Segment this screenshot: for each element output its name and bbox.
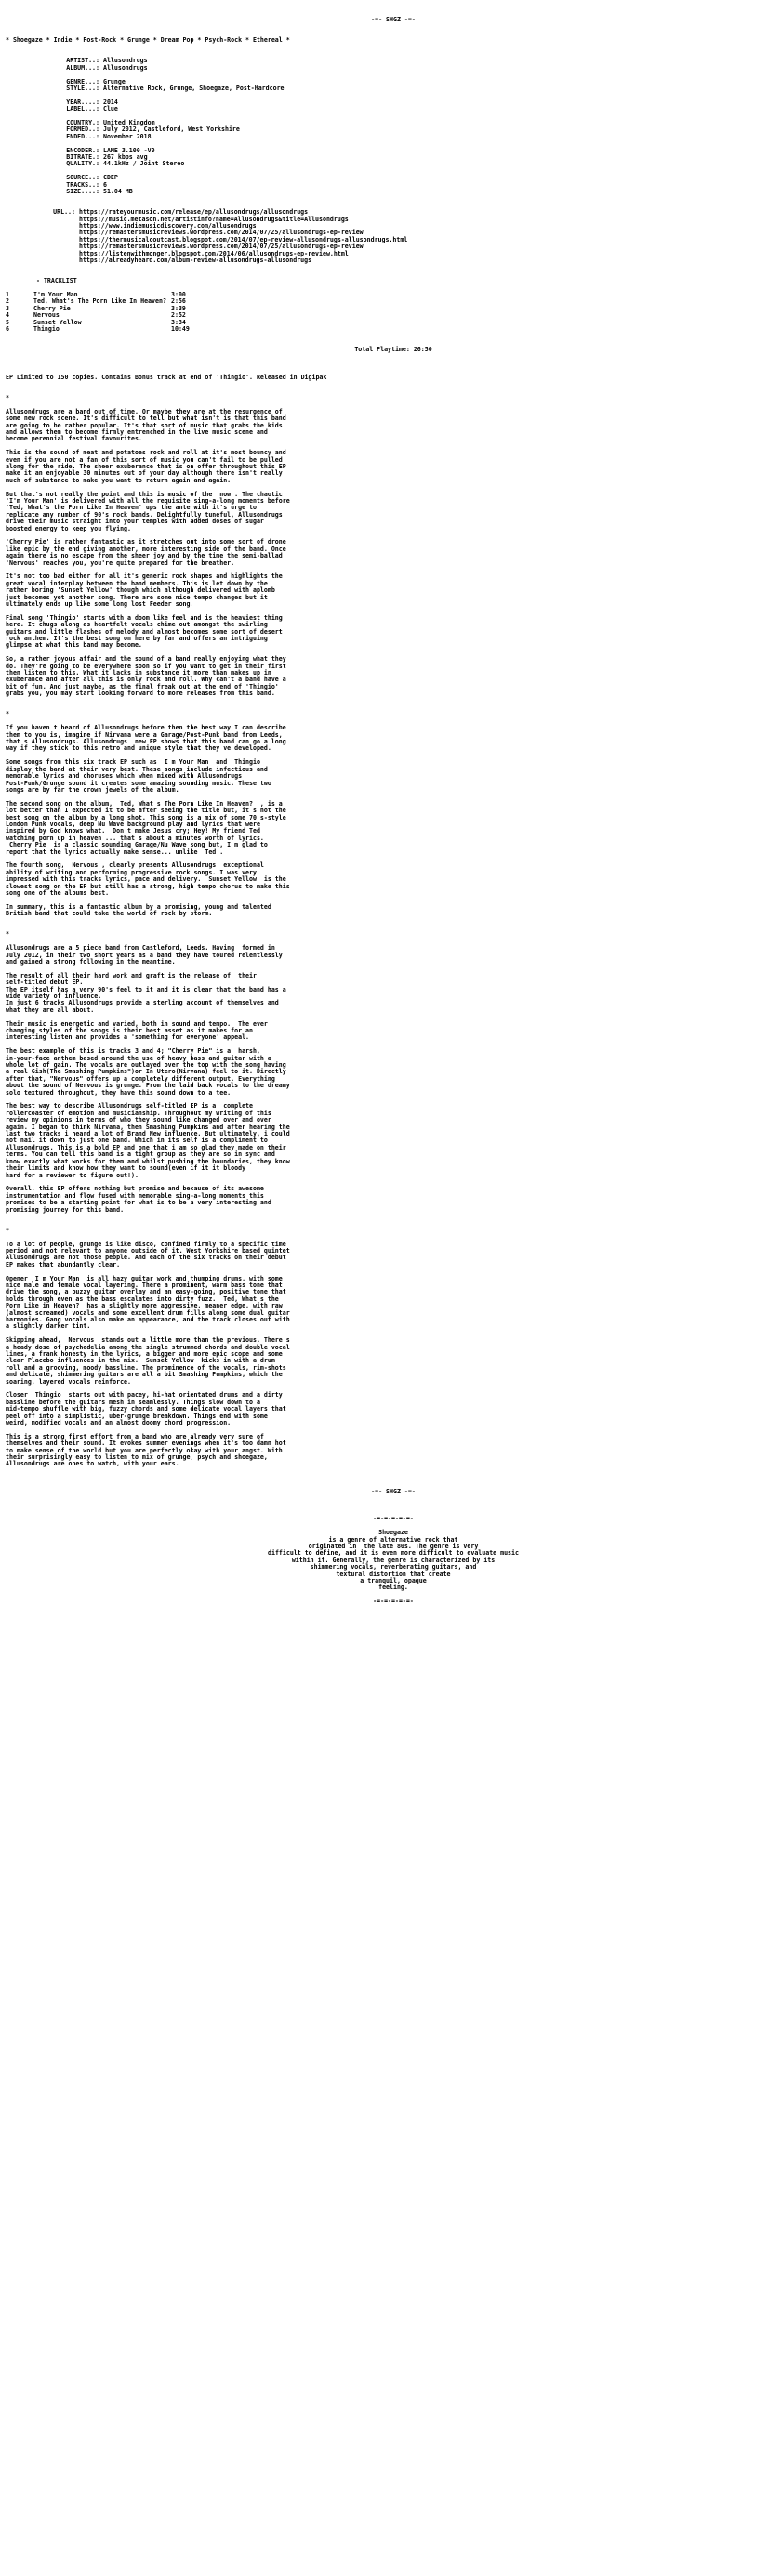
track-number: 2	[6, 297, 9, 306]
url-link[interactable]: https://remastersmusicreviews.wordpress.com/2014/07/25/allusondrugs-ep-review	[78, 229, 364, 237]
meta-key: SIZE....:	[66, 188, 99, 196]
meta-key: LABEL...:	[66, 105, 99, 113]
rule-bottom: -=-=-=-=-=-	[373, 1597, 414, 1606]
meta-row	[36, 189, 781, 195]
url-key: URL..:	[53, 208, 75, 217]
review-paragraph: Allusondrugs are a 5 piece band from Castleford, Leeds. Having formed in July 2012, in their two short years as a band they have toured relentlessly and gained a strong following in the meantime.	[6, 944, 283, 966]
meta-value: 267 kbps avg	[102, 153, 148, 162]
url-list	[6, 209, 781, 264]
tracklist	[6, 292, 781, 333]
meta-key: ARTIST..:	[66, 57, 99, 65]
review-separator: *	[6, 930, 9, 939]
meta-value: CDEP	[102, 174, 118, 182]
genre-tags: * Shoegaze * Indie * Post-Rock * Grunge * Dream Pop * Psych-Rock * Ethereal *	[6, 36, 290, 45]
review-paragraph: The best example of this is tracks 3 and 4; "Cherry Pie" is a harsh, in-your-face anthem based around the use of heavy bass and guitar with a whole lot of gain. The vocals are outlayed over the top with the song having a real Gish(The Smashing Pumpkins")or In Utero(Nirvana) feel to it. Directly after that, "Nervous" offers up a completely different output. Everything about the sound of Nervous is grunge. From the laid back vocals to the dreamy solo textured throughout, they have this sound down to a tee.	[6, 1047, 290, 1097]
review-paragraph: In summary, this is a fantastic album by a promising, young and talented British band that could take the world of rock by storm.	[6, 902, 271, 918]
review-paragraph: The best way to describe Allusondrugs self-titled EP is a complete rollercoaster of emotion and musicianship. Throughout my writing of this review my opinions in terms of who they sound like changed over and over again. I began to think Nirvana, then Smashing Pumpkins and after hearing the last two tracks i heard a lot of Brand New influence. But ultimately, i could not nail it down to just one band. Which in its self is a compliment to Allusondrugs. This is a bold EP and one that i am so glad they made on their terms. You can tell this band is a tight group as they are so in sync and know exactly what works for them and whilst pushing the boundaries, they know their limits and know how they want to sound(even if it it bloody hard for a reviewer to figure out!).	[6, 1102, 290, 1179]
meta-key: ENDED...:	[66, 132, 99, 140]
review-section	[6, 1228, 781, 1482]
meta-row	[36, 58, 781, 64]
review-paragraph: But that's not really the point and this is music of the now . The chaotic 'I'm Your Man' is delivered with all the requisite sing-a-long moments before 'Ted, What's the Porn Like In Heaven' ups the ante with it's urge to replicate any number of 90's rock bands. Delightfully tuneful, Allusondrugs drive their music straight into your temples with added doses of sugar boosted energy to keep you flying.	[6, 490, 290, 532]
total-playtime: Total Playtime: 26:50	[354, 346, 432, 354]
review-paragraph: To a lot of people, grunge is like disco, confined firmly to a specific time period and not relevant to anyone outside of it. West Yorkshire based quintet Allusondrugs are not those people. And each of the six tracks on their debut EP makes that abundantly clear.	[6, 1240, 290, 1268]
meta-key: ALBUM...:	[66, 63, 99, 72]
track-number: 1	[6, 291, 9, 299]
review-paragraph: It's not too bad either for all it's generic rock shapes and highlights the great vocal interplay between the band members. This is let down by the rather boring 'Sunset Yellow' though which although delivered with aplomb just becomes yet another song. There are some nice tempo changes but it ultimately ends up like some long lost Feeder song.	[6, 572, 283, 609]
meta-row	[36, 148, 781, 154]
track-title: Thingio	[33, 325, 60, 334]
meta-value: Allusondrugs	[102, 63, 148, 72]
meta-key: STYLE...:	[66, 85, 99, 93]
meta-row	[36, 175, 781, 181]
track-number: 3	[6, 304, 9, 312]
rule-top: -=-=-=-=-=-	[373, 1515, 414, 1523]
track-title: I'm Your Man	[33, 291, 78, 299]
review-paragraph: Opener I m Your Man is all hazy guitar work and thumping drums, with some nice male and female vocal layering. There a prominent, warm bass tone that drive the song, a buzzy guitar overlay and an easy-going, positive tone that holds through even as the bass escalates into dirty fuzz. Ted, What s the Porn Like in Heaven? has a slightly more aggressive, meaner edge, with raw (almost screamed) vocals and some excellent drum fills along some dual guitar harmonies. Gang vocals also make an appearance, and the track closes out with a slightly darker tint.	[6, 1274, 290, 1331]
track-row	[6, 298, 781, 305]
review-paragraph: This is the sound of meat and potatoes rock and roll at it's most bouncy and even if you are not a fan of this sort of music you can't fail to be pulled along for the ride. The sheer exuberance that is on offer throughout this EP make it an enjoyable 30 minutes out of your day although there isn't really much of substance to make you want to return again and again.	[6, 449, 286, 484]
review-paragraph: The result of all their hard work and graft is the release of their self-titled debut EP. The EP itself has a very 90's feel to it and it is clear that the band has a wide variety of influence. In just 6 tracks Allusondrugs provide a sterling account of themselves and what they are all about.	[6, 971, 286, 1014]
review-paragraph: Final song 'Thingio' starts with a doom like feel and is the heaviest thing here. It chugs along as heartfelt vocals chime out amongst the swirling guitars and little flashes of melody and almost becomes some sort of desert rock anthem. It's the best song on here by far and offers an intriguing glimpse at what this band may become.	[6, 613, 283, 650]
review-paragraph: Some songs from this six track EP such as I m Your Man and Thingio display the band at their very best. These songs include infectious and memorable lyrics and choruses which when mixed with Allusondrugs Post-Punk/Grunge sound it creates some amazing sounding music. These two songs are by far the crown jewels of the album.	[6, 758, 271, 794]
review-paragraph: Overall, this EP offers nothing but promise and because of its awesome instrumentation and flow fused with memorable sing-a-long moments this promises to be a starting point for what is to be a very interesting and promising journey for this band.	[6, 1185, 271, 1214]
meta-key: ENCODER.:	[66, 146, 99, 154]
track-duration: 3:34	[171, 318, 186, 326]
review-section	[6, 395, 781, 712]
url-link[interactable]: https://remastersmusicreviews.wordpress.com/2014/07/25/allusondrugs-ep-review	[78, 243, 364, 251]
meta-value: LAME 3.100 -V0	[102, 146, 155, 154]
review-paragraph: So, a rather joyous affair and the sound of a band really enjoying what they do. They're going to be everywhere soon so if you want to get in their first then listen to this. What it lacks in substance it more than makes up in exuberance and after all this is only rock and roll. Why can't a band have a bit of fun. And just maybe, as the final freak out at the end of 'Thingio' grabs you, you may start looking forward to more releases from this band.	[6, 655, 286, 698]
track-duration: 3:39	[171, 304, 186, 312]
track-title: Nervous	[33, 311, 60, 320]
meta-value: 51.04 MB	[102, 188, 133, 196]
meta-key: YEAR....:	[66, 98, 99, 106]
meta-value: United Kingdom	[102, 119, 155, 127]
meta-key: BITRATE.:	[66, 153, 99, 162]
url-row	[36, 257, 781, 264]
meta-value: 6	[102, 180, 107, 189]
track-row	[6, 306, 781, 312]
meta-row	[36, 106, 781, 112]
meta-value: Clue	[102, 105, 118, 113]
track-row	[6, 326, 781, 333]
meta-value: Allusondrugs	[102, 57, 148, 65]
review-paragraph: The fourth song, Nervous , clearly presents Allusondrugs exceptional ability of writing and performing progressive rock songs. I was very impressed with this tracks lyrics, pace and delivery. Sunset Yellow is the slowest song on the EP but still has a strong, high tempo chorus to make this song one of the albums best.	[6, 861, 290, 897]
meta-row	[36, 65, 781, 72]
signature-top: -=- SHGZ -=-	[371, 16, 416, 23]
track-duration: 10:49	[171, 325, 190, 334]
track-number: 4	[6, 311, 9, 320]
meta-value: Grunge	[102, 77, 126, 85]
track-duration: 2:52	[171, 311, 186, 320]
review-separator: *	[6, 393, 9, 401]
track-title: Sunset Yellow	[33, 318, 82, 326]
meta-key: SOURCE..:	[66, 174, 99, 182]
meta-row	[36, 182, 781, 189]
meta-key: GENRE...:	[66, 77, 99, 85]
meta-row	[36, 134, 781, 140]
reviews	[6, 395, 781, 1482]
release-metadata	[6, 58, 781, 202]
meta-value: July 2012, Castleford, West Yorkshire	[102, 125, 240, 134]
meta-key: COUNTRY.:	[66, 119, 99, 127]
review-separator: *	[6, 1226, 9, 1234]
meta-value: 2014	[102, 98, 118, 106]
meta-row	[36, 161, 781, 167]
track-duration: 3:00	[171, 291, 186, 299]
review-paragraph: Skipping ahead, Nervous stands out a little more than the previous. There s a heady dose of psychedelia among the single strummed chords and double vocal lines, a frank honesty in the lyrics, a bigger and more epic scope and some clear Placebo influences in the mix. Sunset Yellow kicks in with a drum roll and a grooving, moody bassline. The prominence of the vocals, rim-shots and delicate, shimmering guitars are all a bit Smashing Pumpkins, which the soaring, layered vocals reinforce.	[6, 1336, 290, 1386]
release-note: EP Limited to 150 copies. Contains Bonus track at end of 'Thingio'. Released in Digipak	[6, 373, 327, 381]
meta-row	[36, 85, 781, 92]
track-title: Cherry Pie	[33, 304, 71, 312]
review-paragraph: If you haven t heard of Allusondrugs before then the best way I can describe them to you is, imagine if Nirvana were a Garage/Post-Punk band from Leeds, that s Allusondrugs. Allusondrugs new EP shows that this band can go a long way if they stick to this retro and unique style that they ve developed.	[6, 724, 286, 753]
meta-key: FORMED..:	[66, 125, 99, 134]
url-link[interactable]: https://listenwithmonger.blogspot.com/2014/06/allusondrugs-ep-review.html	[78, 249, 349, 257]
review-separator: *	[6, 710, 9, 718]
review-paragraph: This is a strong first effort from a band who are already very sure of themselves and their sound. It evokes summer evenings when it's too damn hot to make sense of the world but you are perfectly okay with your angst. With their surprisingly easy to listen to mix of grunge, psych and shoegaze, Allusondrugs are ones to watch, with your ears.	[6, 1432, 286, 1468]
meta-value: 44.1kHz / Joint Stereo	[102, 160, 185, 168]
review-paragraph: Allusondrugs are a band out of time. Or maybe they are at the resurgence of some new rock scene. It's difficult to tell but what isn't is that this band are going to be rather popular. It's that sort of music that grabs the kids and allows them to become firmly entrenched in the live music scene and become perennial festival favourites.	[6, 407, 286, 443]
url-link[interactable]: https://alreadyheard.com/album-review-allusondrugs-allusondrugs	[78, 256, 312, 265]
review-section	[6, 711, 781, 931]
url-link[interactable]: https://music.metason.net/artistinfo?name=Allusondrugs&title=Allusondrugs	[78, 215, 349, 223]
review-section	[6, 931, 781, 1227]
genre-name: Shoegaze	[378, 1529, 408, 1537]
track-number: 6	[6, 325, 9, 334]
review-paragraph: 'Cherry Pie' is rather fantastic as it stretches out into some sort of drone like epic by the end giving another, more interesting side of the band. Once again there is no escape from the sheer joy and by the time the semi-ballad 'Nervous' reaches you, you're quite prepared for the breather.	[6, 538, 286, 567]
meta-key: TRACKS..:	[66, 180, 99, 189]
url-link[interactable]: https://www.indiemusicdiscovery.com/allusondrugs	[78, 222, 257, 230]
meta-value: November 2018	[102, 132, 152, 140]
track-row	[6, 312, 781, 319]
genre-definition: is a genre of alternative rock that originated in the late 80s. The genre is very difficult to define, and it is even more difficult to evaluate music within it. Generally, the genre is characterized by its shimmering vocals, reverberating guitars, and textural distortion that create a tranquil, opaque feeling.	[268, 1535, 519, 1592]
track-duration: 2:56	[171, 297, 186, 306]
track-number: 5	[6, 318, 9, 326]
review-paragraph: Their music is energetic and varied, both in sound and tempo. The ever changing styles of the songs is their best asset as it makes for an interesting listen and provides a 'something for everyone' appeal.	[6, 1019, 268, 1042]
signature-bottom: -=- SHGZ -=-	[371, 1488, 416, 1496]
meta-key: QUALITY.:	[66, 160, 99, 168]
review-paragraph: Closer Thingio starts out with pacey, hi-hat orientated drums and a dirty bassline before the guitars mesh in seamlessly. Things slow down to a mid-tempo shuffle with big, fuzzy chords and some delicate vocal layers that peel off into a simplistic, uber-grunge breakdown. Things end with some weird, modified vocals and an almost doomy chord progression.	[6, 1391, 286, 1427]
track-row	[6, 320, 781, 326]
meta-value: Alternative Rock, Grunge, Shoegaze, Post-Hardcore	[102, 85, 285, 93]
track-title: Ted, What's The Porn Like In Heaven?	[33, 297, 166, 306]
meta-row	[36, 99, 781, 106]
url-link[interactable]: https://thermusicalcoutcast.blogspot.com/2014/07/ep-review-allusondrugs-allusondrugs.html	[78, 235, 408, 243]
review-paragraph: The second song on the album, Ted, What s The Porn Like In Heaven? , is a lot better than I expected it to be after seeing the title but, it s not the best song on the album by a long shot. This song is a mix of some 70 s-style London Punk vocals, deep Nu Wave background play and lyrics that were inspired by God knows what. Don t make Jesus cry; Hey! My friend Ted watching porn up in heaven ... that s about a minutes worth of lyrics. Cherry Pie is a classic sounding Garage/Nu Wave song but, I m glad to report that the lyrics actually make sense... unlike Ted .	[6, 799, 286, 856]
tracklist-heading: - TRACKLIST	[36, 277, 77, 285]
url-link[interactable]: https://rateyourmusic.com/release/ep/allusondrugs/allusondrugs	[78, 208, 309, 217]
